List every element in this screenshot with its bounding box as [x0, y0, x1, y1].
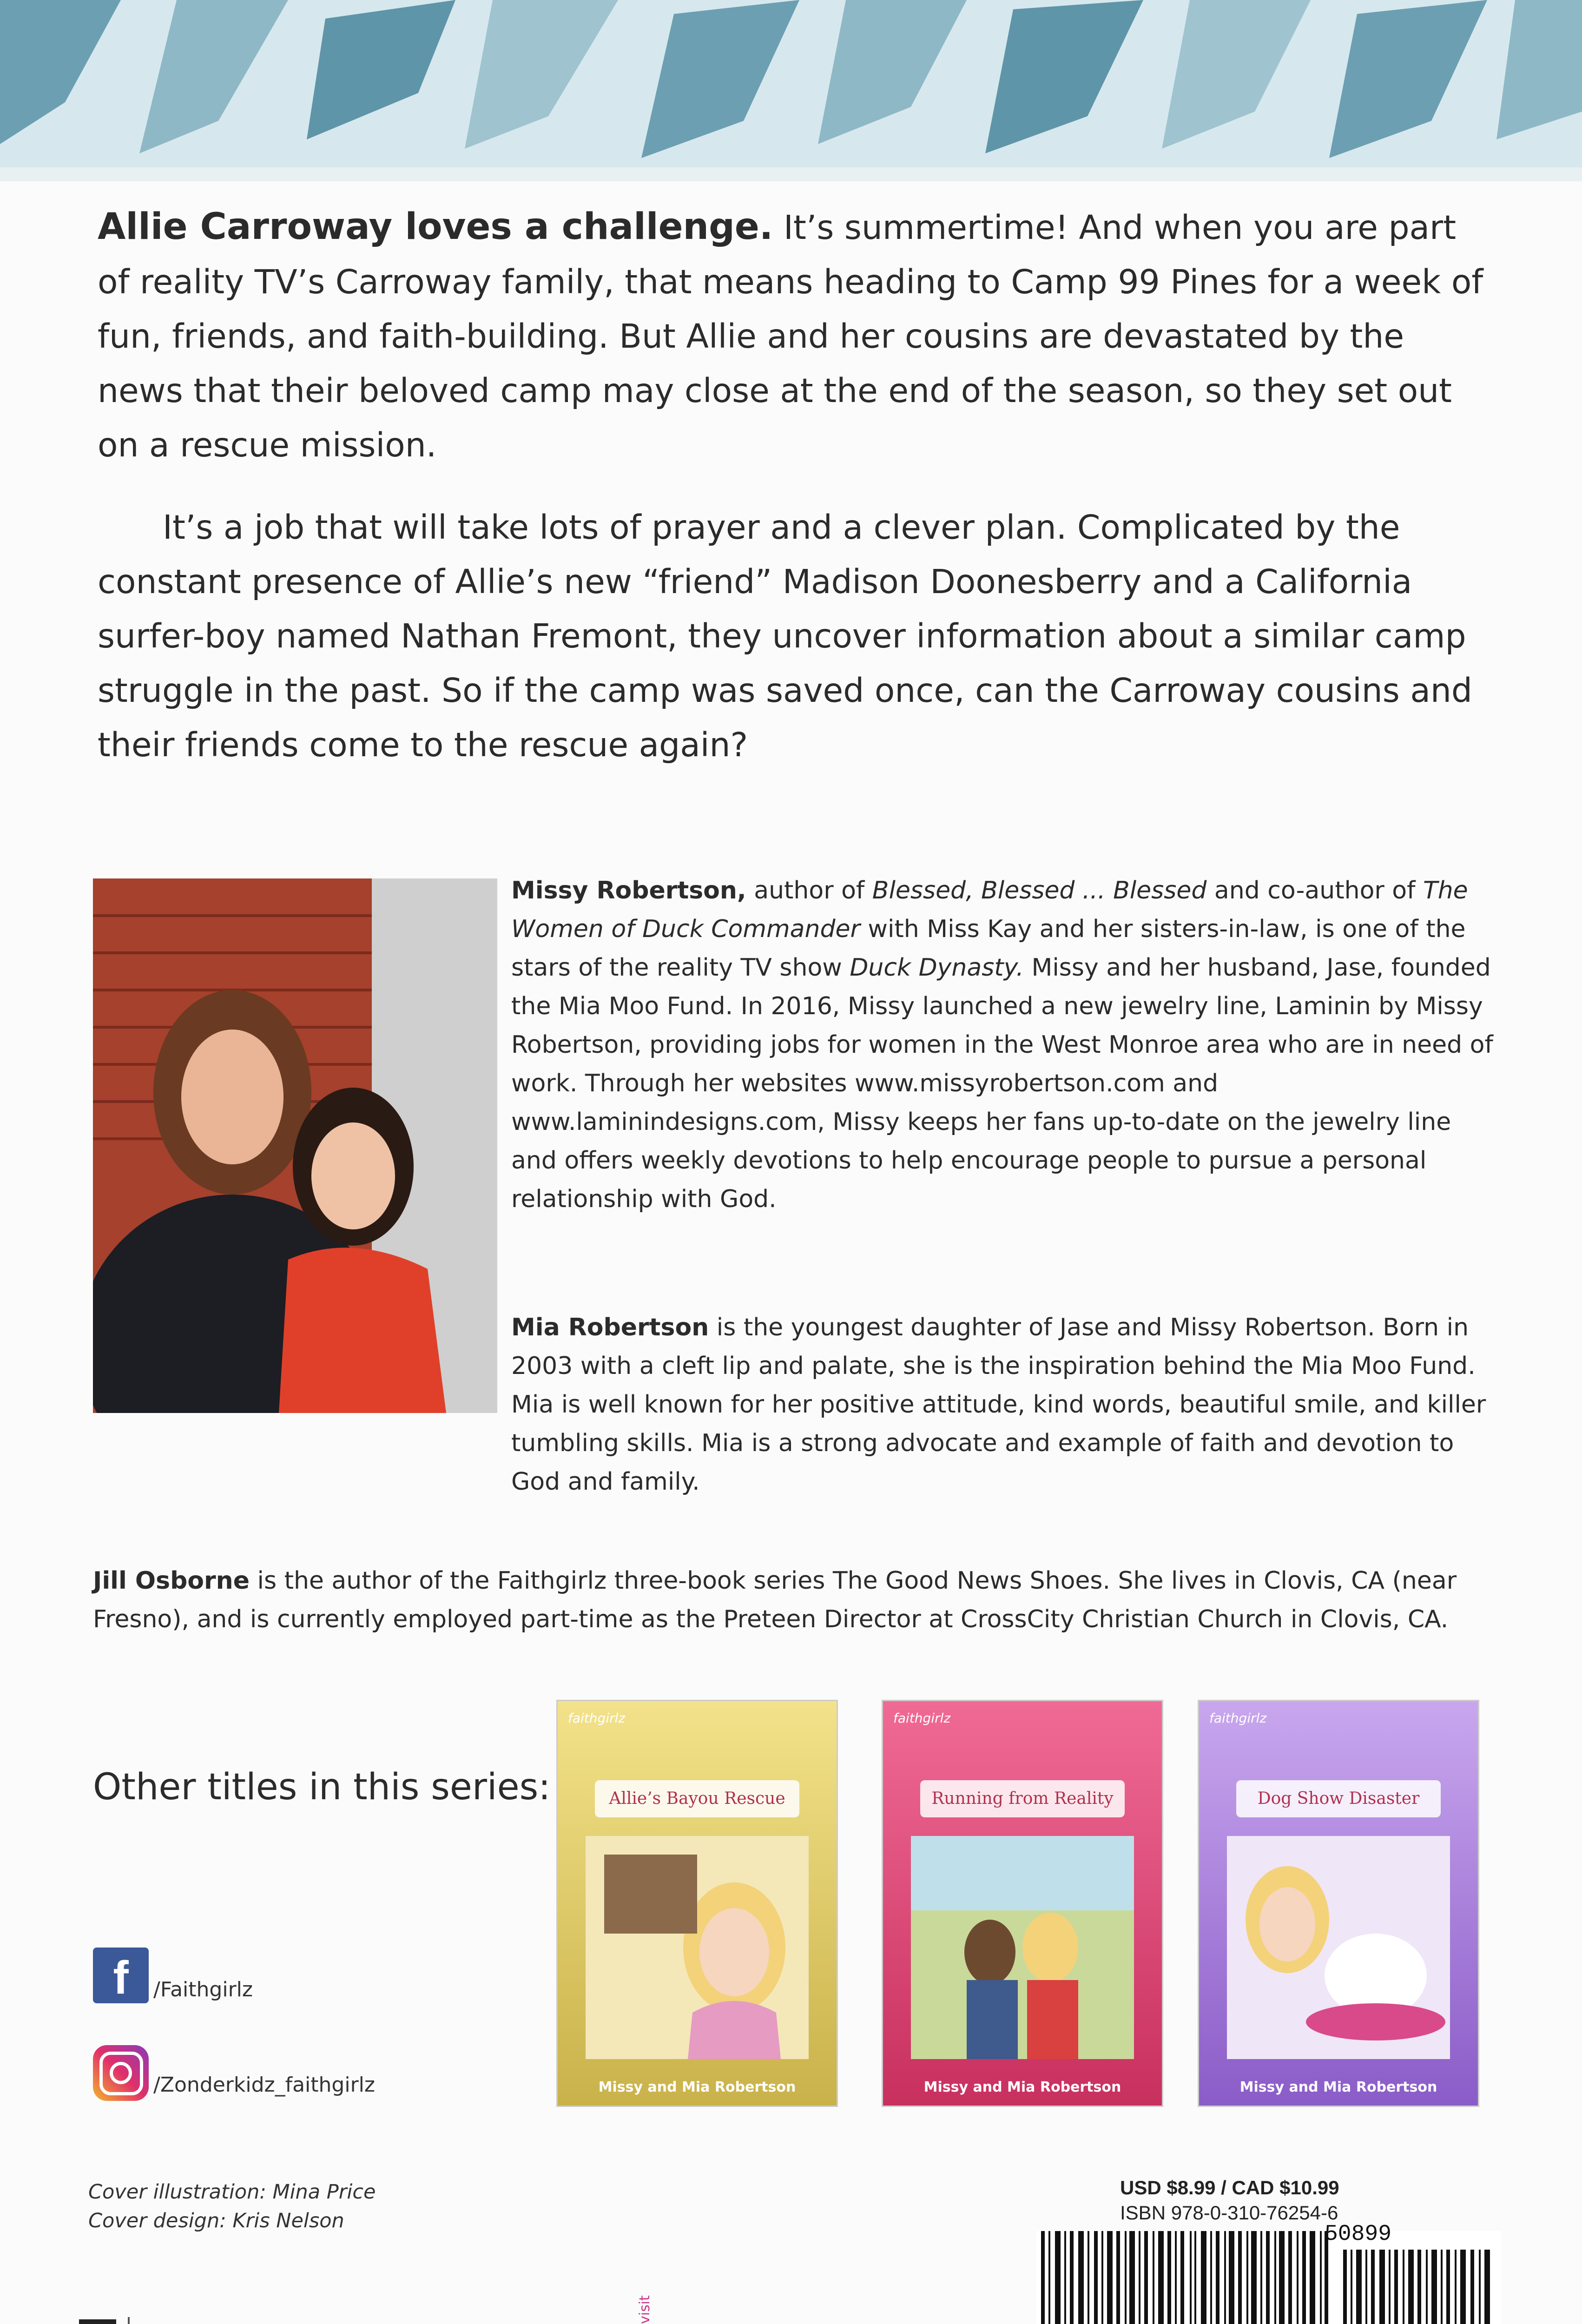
cover-illustration — [911, 1836, 1134, 2059]
blurb-paragraph-2: It’s a job that will take lots of prayer and a clever plan. Complicated by the constant presence of Allie’s new “friend” Madison Doonesberry and a California surfer-boy named Nathan Fremont, they uncover information about a similar camp struggle in the past. So if the camp was saved once, can the Carroway cousins and their friends come to the rescue again? — [98, 508, 1472, 764]
instagram-handle: /Zonderkidz_faithgirlz — [153, 2073, 375, 2097]
bio-missy-text-2: and co-author of — [1206, 877, 1423, 905]
book-cover-author: Missy and Mia Robertson — [923, 2079, 1121, 2095]
bio-missy-book-1: Blessed, Blessed ... Blessed — [872, 877, 1207, 905]
bio-jill-text: is the author of the Faithgirlz three-book series The Good News Shoes. She lives in Clovis, CA (near Fresno), and is currently employed part-time as the Preteen Director at CrossCity Christian Church in Clovis, CA. — [93, 1567, 1457, 1633]
price-block — [1120, 2175, 1339, 2225]
credit-design: Cover design: Kris Nelson — [88, 2209, 344, 2232]
credit-illustration: Cover illustration: Mina Price — [88, 2180, 376, 2204]
bio-missy-text-3: with Miss Kay and her sisters-in-law, is one of the stars of the reality TV show — [511, 915, 1466, 982]
bio-missy-text-1: author of — [746, 877, 872, 905]
bio-mia-text: is the youngest daughter of Jase and Missy Robertson. Born in 2003 with a cleft lip and palate, she is the inspiration behind the Mia Moo Fund. Mia is well known for her positive attitude, kind words, beautiful smile, and killer tumbling skills. Mia is a strong advocate and example of faith and devotion to God and family. — [511, 1314, 1486, 1496]
isbn-line: ISBN 978-0-310-76254-6 — [1120, 2202, 1338, 2224]
bio-missy-show: Duck Dynasty. — [850, 954, 1024, 982]
instagram-icon — [93, 2045, 149, 2101]
price-line: USD $8.99 / CAD $10.99 — [1120, 2177, 1339, 2199]
bio-missy — [511, 872, 1496, 1219]
bio-missy-book-2: The Women of Duck Commander — [511, 877, 1468, 943]
book-blurb — [98, 200, 1492, 772]
author-photo — [93, 878, 497, 1413]
faithgirlz-logo: faithgirlz — [893, 1710, 951, 1726]
bio-missy-text-4: Missy and her husband, Jase, founded the Mia Moo Fund. In 2016, Missy launched a new jewelry line, Laminin by Missy Robertson, providing jobs for women in the West Monroe area who are in need of work. Through her websites www.missyrobertson.com and www.laminindesigns.com, Missy keeps her fans up-to-date on the jewelry line and offers weekly devotions to help encourage people to pursue a personal relationship with God. — [511, 954, 1493, 1213]
bio-mia-name: Mia Robertson — [511, 1314, 709, 1341]
book-cover-3 — [1199, 1701, 1478, 2106]
book-cover-author: Missy and Mia Robertson — [1239, 2079, 1437, 2095]
bio-missy-name: Missy Robertson, — [511, 877, 746, 905]
blurb-lead: Allie Carroway loves a challenge. — [98, 206, 773, 248]
series-heading: Other titles in this series: — [93, 1766, 551, 1808]
visit-label: visit — [637, 2295, 653, 2324]
book-cover-1 — [558, 1701, 837, 2106]
bio-mia — [511, 1308, 1496, 1501]
bio-jill — [93, 1562, 1487, 1639]
cover-illustration — [1227, 1836, 1450, 2059]
zonderkidz-mark-icon — [79, 2319, 116, 2324]
facebook-icon: f — [93, 1948, 149, 2003]
blurb-paragraph-1 — [98, 200, 1492, 472]
book-cover-author: Missy and Mia Robertson — [598, 2079, 796, 2095]
book-cover-title: Allie’s Bayou Rescue — [595, 1780, 799, 1817]
book-cover-title: Running from Reality — [920, 1780, 1125, 1817]
bio-jill-name: Jill Osborne — [93, 1567, 250, 1595]
cover-credits — [88, 2178, 376, 2235]
facebook-handle: /Faithgirlz — [153, 1978, 253, 2001]
book-cover-2 — [883, 1701, 1162, 2106]
book-cover-title: Dog Show Disaster — [1236, 1780, 1441, 1817]
decorative-top-band — [0, 0, 1582, 181]
cover-illustration — [586, 1836, 809, 2059]
blurb-text-1: It’s summertime! And when you are part of reality TV’s Carroway family, that means heading to Camp 99 Pines for a week of fun, friends, and faith-building. But Allie and her cousins are devastated by the news that their beloved camp may close at the end of the season, so they set out on a rescue mission. — [98, 208, 1483, 464]
logo-divider — [128, 2317, 130, 2324]
barcode-addon-digits: 50899 — [1325, 2222, 1392, 2247]
faithgirlz-logo: faithgirlz — [1209, 1710, 1267, 1726]
faithgirlz-logo: faithgirlz — [568, 1710, 626, 1726]
barcode — [1036, 2231, 1501, 2324]
